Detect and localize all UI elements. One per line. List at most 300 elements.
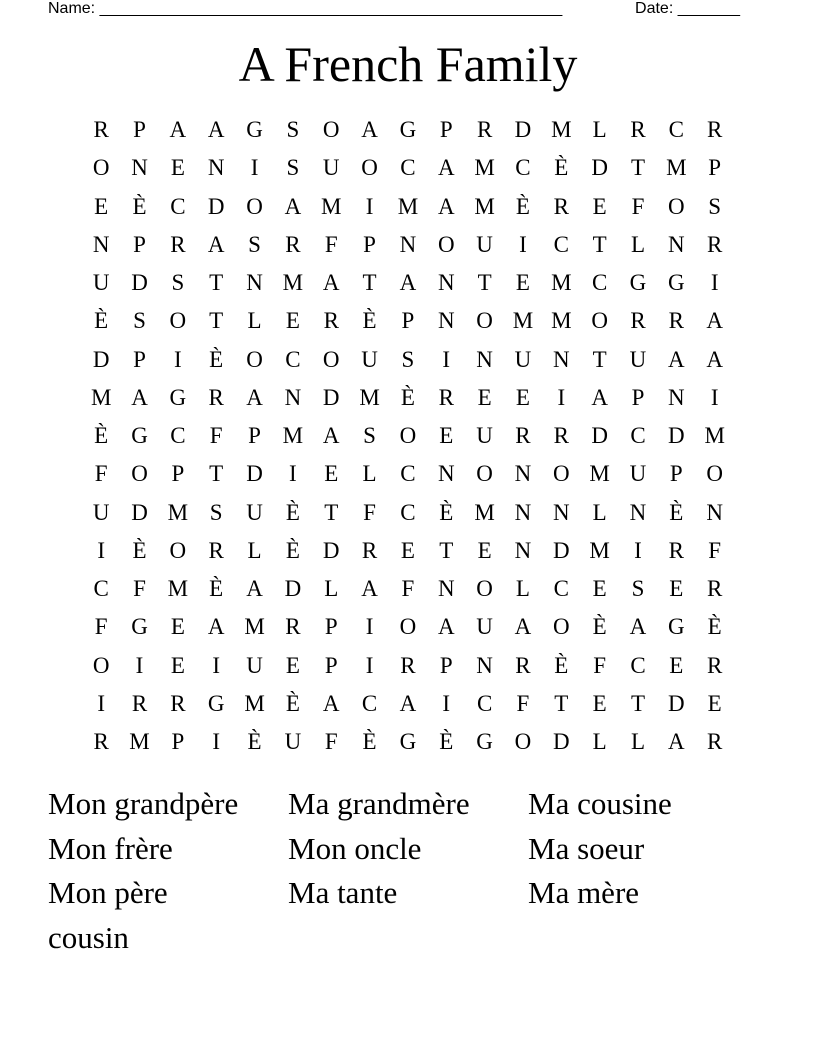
grid-letter[interactable]: P [324, 652, 338, 678]
grid-letter[interactable]: O [322, 117, 340, 142]
date-field-label[interactable]: Date: _______ [635, 0, 740, 17]
grid-letter[interactable]: E [592, 690, 607, 716]
grid-letter[interactable]: N [514, 537, 532, 563]
grid-letter[interactable]: I [97, 537, 105, 563]
grid-letter[interactable]: R [208, 384, 224, 410]
grid-letter[interactable]: E [170, 614, 185, 640]
grid-letter[interactable]: M [704, 423, 725, 448]
grid-letter[interactable]: M [282, 270, 304, 295]
grid-letter[interactable]: G [399, 729, 417, 754]
grid-letter[interactable]: T [630, 690, 646, 716]
grid-letter[interactable]: N [437, 461, 455, 487]
grid-letter[interactable]: E [515, 384, 530, 410]
grid-letter[interactable]: È [362, 729, 377, 754]
grid-letter[interactable]: M [129, 729, 150, 754]
grid-letter[interactable]: O [246, 346, 263, 372]
grid-letter[interactable]: L [630, 729, 646, 754]
grid-letter[interactable]: L [515, 576, 530, 601]
grid-letter[interactable]: È [439, 729, 454, 754]
grid-letter[interactable]: P [439, 117, 453, 142]
grid-letter[interactable]: O [591, 308, 608, 334]
grid-letter[interactable]: T [477, 270, 492, 295]
grid-letter[interactable]: R [630, 308, 646, 334]
grid-letter[interactable]: O [92, 155, 110, 181]
word-list-item: Ma soeur [528, 830, 645, 866]
grid-letter[interactable]: T [439, 537, 454, 563]
grid-letter[interactable]: R [361, 537, 378, 563]
grid-letter[interactable]: P [133, 117, 146, 142]
grid-letter[interactable]: C [170, 193, 186, 219]
grid-letter[interactable]: R [131, 690, 148, 716]
grid-letter[interactable]: G [668, 270, 685, 295]
grid-letter[interactable]: D [591, 423, 608, 448]
grid-letter[interactable]: S [248, 231, 261, 257]
grid-letter[interactable]: N [437, 576, 455, 601]
grid-letter[interactable]: N [246, 270, 263, 295]
grid-letter[interactable]: I [442, 690, 451, 716]
grid-letter[interactable]: U [246, 499, 263, 525]
grid-letter[interactable]: È [209, 576, 224, 601]
grid-letter[interactable]: D [514, 117, 532, 142]
grid-letter[interactable]: I [710, 384, 719, 410]
grid-letter[interactable]: D [322, 384, 340, 410]
grid-letter[interactable]: R [323, 308, 339, 334]
grid-letter[interactable]: D [591, 155, 608, 181]
grid-letter[interactable]: G [629, 270, 647, 295]
grid-letter[interactable]: A [591, 384, 608, 410]
grid-letter[interactable]: È [669, 499, 684, 525]
grid-letter[interactable]: O [476, 576, 493, 601]
grid-letter[interactable]: F [631, 193, 645, 219]
grid-letter[interactable]: G [399, 117, 417, 142]
grid-letter[interactable]: U [629, 346, 647, 372]
grid-letter[interactable]: R [438, 384, 454, 410]
grid-letter[interactable]: S [708, 193, 722, 219]
grid-letter[interactable]: L [247, 308, 262, 334]
grid-letter[interactable]: N [92, 231, 110, 257]
grid-letter[interactable]: C [400, 155, 416, 181]
grid-letter[interactable]: È [592, 614, 607, 640]
grid-letter[interactable]: N [629, 499, 647, 525]
grid-letter[interactable]: F [324, 729, 338, 754]
grid-letter[interactable]: E [285, 652, 300, 678]
grid-letter[interactable]: D [552, 729, 570, 754]
grid-letter[interactable]: N [476, 652, 493, 678]
grid-letter[interactable]: T [592, 346, 607, 372]
grid-letter[interactable]: C [400, 499, 416, 525]
grid-letter[interactable]: I [250, 155, 259, 181]
grid-letter[interactable]: R [93, 117, 109, 142]
grid-letter[interactable]: C [553, 231, 569, 257]
grid-letter[interactable]: M [512, 308, 534, 334]
grid-letter[interactable]: C [630, 652, 646, 678]
grid-letter[interactable]: O [322, 346, 340, 372]
grid-letter[interactable]: A [322, 423, 340, 448]
grid-row [82, 149, 734, 187]
grid-letter[interactable]: P [363, 231, 376, 257]
grid-letter[interactable]: N [284, 384, 302, 410]
grid-letter[interactable]: C [515, 155, 531, 181]
grid-letter[interactable]: I [174, 346, 182, 372]
grid-letter[interactable]: A [169, 117, 187, 142]
grid-letter[interactable]: C [170, 423, 186, 448]
grid-letter[interactable]: M [321, 193, 342, 219]
grid-letter[interactable]: N [552, 346, 570, 372]
grid-letter[interactable]: O [131, 461, 148, 487]
grid-letter[interactable]: G [668, 614, 685, 640]
grid-letter[interactable]: E [170, 155, 185, 181]
grid-letter[interactable]: S [209, 499, 223, 525]
grid-letter[interactable]: T [362, 270, 377, 295]
grid-letter[interactable]: M [90, 384, 112, 410]
grid-letter[interactable]: R [668, 308, 684, 334]
grid-letter[interactable]: E [669, 576, 684, 601]
grid-letter[interactable]: T [592, 231, 607, 257]
grid-letter[interactable]: D [668, 690, 685, 716]
grid-letter[interactable]: C [361, 690, 378, 716]
grid-letter[interactable]: E [439, 423, 454, 448]
grid-letter[interactable]: E [515, 270, 530, 295]
grid-row [82, 685, 734, 723]
word-list-item: Ma tante [288, 875, 398, 911]
grid-letter[interactable]: O [476, 308, 493, 334]
grid-letter[interactable]: L [630, 231, 646, 257]
grid-letter[interactable]: U [361, 346, 378, 372]
grid-letter[interactable]: R [707, 576, 723, 601]
grid-letter[interactable]: C [591, 270, 608, 295]
grid-letter[interactable]: M [244, 690, 265, 716]
grid-letter[interactable]: M [397, 193, 419, 219]
grid-letter[interactable]: A [668, 729, 685, 754]
grid-letter[interactable]: A [399, 690, 417, 716]
grid-letter[interactable]: M [359, 384, 380, 410]
grid-letter[interactable]: O [552, 614, 570, 640]
grid-letter[interactable]: E [592, 193, 607, 219]
grid-letter[interactable]: G [246, 117, 263, 142]
grid-letter[interactable]: U [629, 461, 647, 487]
grid-letter[interactable]: T [209, 461, 224, 487]
grid-letter[interactable]: È [707, 614, 722, 640]
grid-letter[interactable]: A [322, 690, 340, 716]
grid-letter[interactable]: I [442, 346, 451, 372]
grid-letter[interactable]: D [207, 193, 225, 219]
grid-letter[interactable]: U [92, 270, 110, 295]
grid-row [82, 226, 734, 264]
grid-letter[interactable]: A [399, 270, 417, 295]
grid-letter[interactable]: L [247, 537, 262, 563]
grid-letter[interactable]: S [631, 576, 645, 601]
grid-letter[interactable]: R [400, 652, 416, 678]
grid-letter[interactable]: E [707, 690, 722, 716]
grid-letter[interactable]: L [592, 499, 607, 525]
grid-letter[interactable]: O [169, 308, 187, 334]
grid-letter[interactable]: S [401, 346, 415, 372]
grid-letter[interactable]: M [474, 193, 495, 219]
grid-letter[interactable]: F [363, 499, 376, 525]
grid-letter[interactable]: U [514, 346, 532, 372]
grid-letter[interactable]: S [171, 270, 185, 295]
grid-letter[interactable]: D [552, 537, 570, 563]
grid-letter[interactable]: R [707, 231, 723, 257]
grid-letter[interactable]: I [97, 690, 105, 716]
grid-letter[interactable]: A [207, 614, 225, 640]
grid-letter[interactable]: M [551, 308, 572, 334]
grid-letter[interactable]: E [285, 308, 300, 334]
grid-letter[interactable]: U [476, 614, 493, 640]
grid-letter[interactable]: E [592, 576, 607, 601]
grid-letter[interactable]: A [322, 270, 340, 295]
grid-letter[interactable]: D [131, 270, 148, 295]
grid-letter[interactable]: T [209, 308, 224, 334]
grid-letter[interactable]: I [365, 193, 374, 219]
grid-letter[interactable]: È [400, 384, 415, 410]
grid-letter[interactable]: È [132, 193, 147, 219]
grid-letter[interactable]: T [630, 155, 646, 181]
grid-letter[interactable]: A [706, 308, 723, 334]
grid-letter[interactable]: A [437, 614, 455, 640]
grid-letter[interactable]: A [437, 155, 455, 181]
grid-letter[interactable]: È [209, 346, 224, 372]
grid-letter[interactable]: A [437, 193, 455, 219]
grid-letter[interactable]: O [361, 155, 378, 181]
grid-letter[interactable]: I [557, 384, 566, 410]
grid-letter[interactable]: O [476, 461, 493, 487]
grid-row [82, 417, 734, 455]
grid-letter[interactable]: È [439, 499, 454, 525]
grid-letter[interactable]: A [284, 193, 302, 219]
grid-letter[interactable]: E [400, 537, 415, 563]
grid-letter[interactable]: M [474, 155, 495, 181]
grid-letter[interactable]: È [554, 652, 569, 678]
grid-letter[interactable]: M [167, 576, 189, 601]
grid-letter[interactable]: G [207, 690, 225, 716]
grid-letter[interactable]: I [519, 231, 527, 257]
grid-letter[interactable]: P [708, 155, 722, 181]
grid-letter[interactable]: N [131, 155, 148, 181]
grid-letter[interactable]: E [669, 652, 684, 678]
word-list-item: cousin [48, 919, 129, 955]
grid-letter[interactable]: A [706, 346, 723, 372]
grid-letter[interactable]: M [551, 270, 572, 295]
grid-letter[interactable]: I [710, 270, 719, 295]
grid-letter[interactable]: A [131, 384, 148, 410]
grid-letter[interactable]: È [247, 729, 262, 754]
grid-letter[interactable]: R [476, 117, 493, 142]
grid-letter[interactable]: R [170, 690, 186, 716]
grid-letter[interactable]: A [361, 117, 378, 142]
grid-letter[interactable]: F [94, 614, 108, 640]
grid-letter[interactable]: O [169, 537, 187, 563]
grid-letter[interactable]: R [208, 537, 224, 563]
grid-letter[interactable]: F [209, 423, 223, 448]
grid-letter[interactable]: È [515, 193, 530, 219]
grid-letter[interactable]: C [553, 576, 569, 601]
grid-letter[interactable]: N [668, 231, 685, 257]
grid-letter[interactable]: P [324, 614, 338, 640]
grid-letter[interactable]: È [285, 499, 300, 525]
grid-letter[interactable]: E [94, 193, 109, 219]
grid-letter[interactable]: I [365, 614, 374, 640]
grid-letter[interactable]: N [207, 155, 225, 181]
grid-letter[interactable]: O [399, 423, 417, 448]
grid-letter[interactable]: F [133, 576, 146, 601]
name-field-label[interactable]: Name: ____________________________________________________ [48, 0, 563, 17]
grid-letter[interactable]: P [171, 729, 185, 754]
grid-letter[interactable]: E [477, 537, 492, 563]
word-search-grid [82, 111, 734, 761]
grid-letter[interactable]: R [553, 193, 569, 219]
grid-letter[interactable]: E [170, 652, 185, 678]
grid-letter[interactable]: E [477, 384, 492, 410]
grid-letter[interactable]: N [706, 499, 723, 525]
grid-letter[interactable]: I [365, 652, 374, 678]
grid-letter[interactable]: A [207, 117, 225, 142]
grid-letter[interactable]: R [93, 729, 109, 754]
grid-letter[interactable]: U [284, 729, 302, 754]
grid-letter[interactable]: I [289, 461, 297, 487]
grid-letter[interactable]: A [514, 614, 532, 640]
grid-letter[interactable]: R [515, 652, 531, 678]
grid-letter[interactable]: N [437, 308, 455, 334]
grid-letter[interactable]: P [669, 461, 683, 487]
grid-letter[interactable]: T [554, 690, 569, 716]
grid-letter[interactable]: F [593, 652, 607, 678]
grid-row [82, 455, 734, 493]
grid-letter[interactable]: È [362, 308, 377, 334]
grid-letter[interactable]: P [401, 308, 415, 334]
grid-letter[interactable]: L [324, 576, 339, 601]
grid-letter[interactable]: R [170, 231, 186, 257]
grid-letter[interactable]: A [361, 576, 378, 601]
grid-letter[interactable]: T [209, 270, 224, 295]
grid-letter[interactable]: D [131, 499, 148, 525]
grid-letter[interactable]: N [552, 499, 570, 525]
grid-letter[interactable]: N [437, 270, 455, 295]
grid-letter[interactable]: I [135, 652, 144, 678]
grid-letter[interactable]: È [285, 690, 300, 716]
grid-letter[interactable]: P [631, 384, 645, 410]
grid-letter[interactable]: R [285, 231, 301, 257]
grid-letter[interactable]: I [634, 537, 642, 563]
grid-letter[interactable]: U [246, 652, 263, 678]
grid-letter[interactable]: L [592, 117, 607, 142]
grid-letter[interactable]: È [554, 155, 569, 181]
grid-letter[interactable]: U [476, 423, 493, 448]
grid-letter[interactable]: I [212, 652, 221, 678]
grid-letter[interactable]: C [285, 346, 301, 372]
grid-letter[interactable]: A [246, 576, 263, 601]
grid-letter[interactable]: G [131, 423, 148, 448]
grid-letter[interactable]: L [592, 729, 607, 754]
grid-letter[interactable]: C [668, 117, 684, 142]
grid-letter[interactable]: D [246, 461, 263, 487]
grid-letter[interactable]: P [133, 346, 146, 372]
grid-letter[interactable]: P [133, 231, 146, 257]
grid-letter[interactable]: F [94, 461, 108, 487]
grid-letter[interactable]: M [589, 461, 610, 487]
grid-letter[interactable]: S [286, 155, 300, 181]
grid-letter[interactable]: R [668, 537, 684, 563]
grid-letter[interactable]: D [322, 537, 340, 563]
grid-letter[interactable]: N [399, 231, 417, 257]
grid-letter[interactable]: P [171, 461, 185, 487]
grid-letter[interactable]: F [516, 690, 530, 716]
grid-letter[interactable]: P [248, 423, 261, 448]
grid-letter[interactable]: D [92, 346, 110, 372]
grid-letter[interactable]: N [476, 346, 493, 372]
grid-letter[interactable]: R [553, 423, 569, 448]
grid-letter[interactable]: O [514, 729, 532, 754]
grid-letter[interactable]: È [94, 308, 109, 334]
grid-letter[interactable]: S [286, 117, 300, 142]
grid-letter[interactable]: G [169, 384, 187, 410]
grid-letter[interactable]: O [552, 461, 570, 487]
grid-letter[interactable]: M [474, 499, 495, 525]
grid-letter[interactable]: F [401, 576, 415, 601]
grid-letter[interactable]: E [324, 461, 339, 487]
grid-letter[interactable]: F [708, 537, 722, 563]
grid-letter[interactable]: G [131, 614, 148, 640]
grid-letter[interactable]: F [324, 231, 338, 257]
grid-letter[interactable]: È [285, 537, 300, 563]
grid-letter[interactable]: O [92, 652, 110, 678]
grid-letter[interactable]: O [399, 614, 417, 640]
grid-letter[interactable]: M [167, 499, 189, 525]
grid-letter[interactable]: C [476, 690, 493, 716]
grid-letter[interactable]: O [668, 193, 685, 219]
grid-letter[interactable]: R [707, 117, 723, 142]
grid-letter[interactable]: M [666, 155, 687, 181]
grid-letter[interactable]: M [551, 117, 572, 142]
grid-letter[interactable]: A [207, 231, 225, 257]
grid-letter[interactable]: S [133, 308, 146, 334]
grid-letter[interactable]: R [515, 423, 531, 448]
grid-letter[interactable]: N [514, 461, 532, 487]
grid-letter[interactable]: M [244, 614, 265, 640]
grid-letter[interactable]: R [285, 614, 301, 640]
grid-letter[interactable]: M [589, 537, 610, 563]
grid-letter[interactable]: A [668, 346, 685, 372]
grid-letter[interactable]: G [476, 729, 493, 754]
grid-letter[interactable]: O [246, 193, 263, 219]
grid-letter[interactable]: È [94, 423, 109, 448]
grid-letter[interactable]: D [284, 576, 302, 601]
grid-letter[interactable]: A [629, 614, 647, 640]
grid-letter[interactable]: T [324, 499, 339, 525]
grid-letter[interactable]: O [706, 461, 723, 487]
grid-letter[interactable]: U [92, 499, 110, 525]
grid-letter[interactable]: C [93, 576, 109, 601]
grid-letter[interactable]: È [132, 537, 147, 563]
grid-letter[interactable]: M [282, 423, 304, 448]
grid-letter[interactable]: R [630, 117, 646, 142]
grid-letter[interactable]: C [400, 461, 416, 487]
grid-letter[interactable]: C [630, 423, 646, 448]
grid-letter[interactable]: N [514, 499, 532, 525]
grid-letter[interactable]: P [439, 652, 453, 678]
grid-letter[interactable]: A [246, 384, 263, 410]
grid-letter[interactable]: R [707, 729, 723, 754]
grid-letter[interactable]: U [476, 231, 493, 257]
grid-letter[interactable]: L [362, 461, 377, 487]
grid-letter[interactable]: O [437, 231, 455, 257]
grid-letter[interactable]: D [668, 423, 685, 448]
grid-letter[interactable]: N [668, 384, 685, 410]
grid-letter[interactable]: I [212, 729, 221, 754]
grid-letter[interactable]: U [322, 155, 340, 181]
grid-letter[interactable]: R [707, 652, 723, 678]
grid-letter[interactable]: S [363, 423, 376, 448]
